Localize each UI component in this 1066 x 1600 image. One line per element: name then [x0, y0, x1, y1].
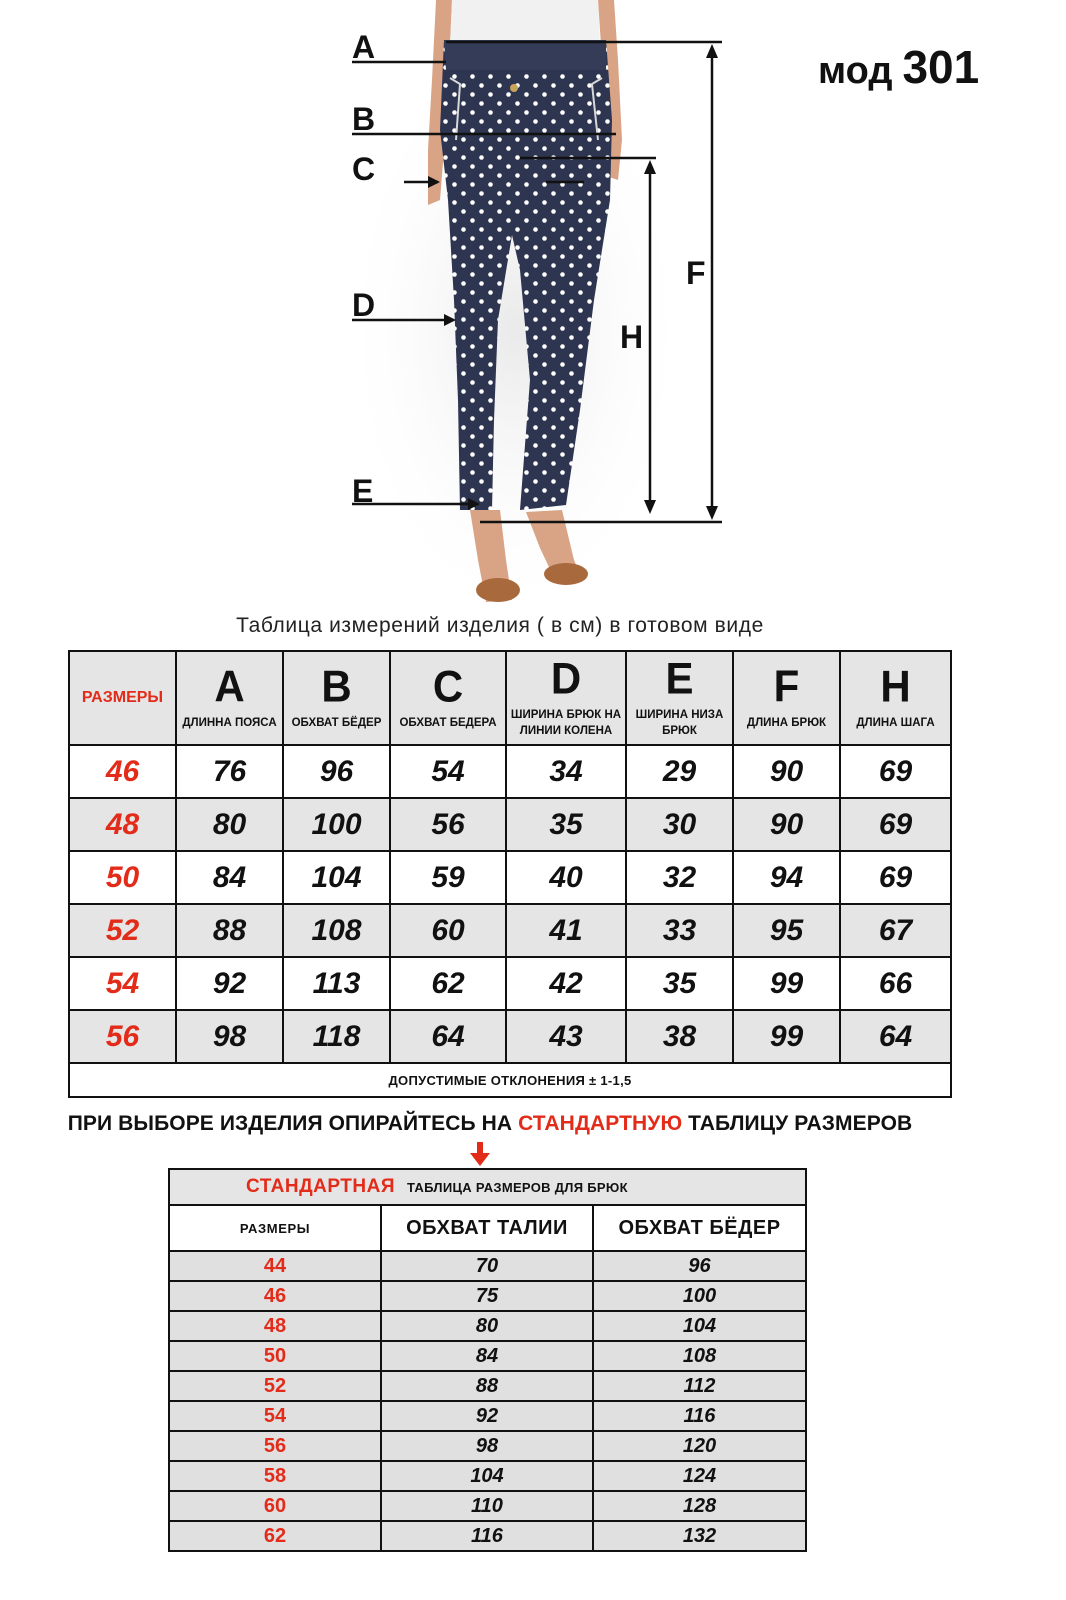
standard-size-table — [168, 1168, 807, 1552]
measure-cell-a: 84 — [176, 851, 283, 904]
column-desc-a: ДЛИННА ПОЯСА — [182, 717, 277, 729]
table-row — [169, 1341, 806, 1371]
measure-cell-a: 80 — [176, 798, 283, 851]
measure-cell-e: 32 — [626, 851, 733, 904]
waist-button — [510, 84, 518, 92]
size-cell: 50 — [69, 851, 176, 904]
standard-waist-cell: 75 — [381, 1281, 593, 1311]
measure-cell-c: 64 — [390, 1010, 506, 1063]
standard-hips-cell: 124 — [593, 1461, 806, 1491]
dim-label-h: H — [620, 319, 644, 355]
column-letter-h: H — [880, 661, 911, 712]
trousers-measurement-diagram — [0, 0, 1066, 630]
standard-hips-cell: 100 — [593, 1281, 806, 1311]
column-desc-d: ШИРИНА БРЮК НА ЛИНИИ КОЛЕНА — [510, 709, 622, 737]
table-row — [169, 1401, 806, 1431]
standard-hips-cell: 128 — [593, 1491, 806, 1521]
measure-cell-c: 54 — [390, 745, 506, 798]
column-letter-e: E — [665, 653, 694, 704]
column-desc-e: ШИРИНА НИЗА БРЮК — [635, 709, 724, 737]
measure-cell-c: 62 — [390, 957, 506, 1010]
standard-waist-cell: 80 — [381, 1311, 593, 1341]
measure-cell-b: 100 — [283, 798, 390, 851]
dim-label-b: B — [352, 101, 376, 137]
dim-label-a: A — [352, 29, 376, 65]
table-row — [169, 1371, 806, 1401]
standard-size-cell: 62 — [169, 1521, 381, 1551]
measure-cell-b: 104 — [283, 851, 390, 904]
table-row — [169, 1431, 806, 1461]
measure-cell-f: 99 — [733, 957, 840, 1010]
standard-title-rest: ТАБЛИЦА РАЗМЕРОВ ДЛЯ БРЮК — [406, 1180, 628, 1195]
size-cell: 54 — [69, 957, 176, 1010]
dim-label-c: C — [352, 151, 376, 187]
measure-cell-d: 43 — [506, 1010, 626, 1063]
measure-cell-e: 30 — [626, 798, 733, 851]
standard-waist-cell: 70 — [381, 1251, 593, 1281]
waistband — [444, 40, 606, 70]
measure-cell-f: 90 — [733, 745, 840, 798]
measure-cell-e: 38 — [626, 1010, 733, 1063]
size-cell: 56 — [69, 1010, 176, 1063]
dim-arrow-f-top — [706, 44, 718, 58]
advice-text-start: ПРИ ВЫБОРЕ ИЗДЕЛИЯ ОПИРАЙТЕСЬ НА — [67, 1112, 519, 1135]
table-row — [69, 957, 951, 1010]
standard-waist-cell: 116 — [381, 1521, 593, 1551]
tolerance-note: ДОПУСТИМЫЕ ОТКЛОНЕНИЯ ± 1-1,5 — [69, 1063, 951, 1097]
dim-label-e: E — [352, 473, 374, 509]
column-desc-h: ДЛИНА ШАГА — [856, 717, 935, 729]
standard-waist-cell: 110 — [381, 1491, 593, 1521]
measure-cell-h: 69 — [840, 798, 951, 851]
shirt — [450, 0, 600, 45]
advice-text-end: ТАБЛИЦУ РАЗМЕРОВ — [682, 1112, 913, 1135]
measure-cell-e: 33 — [626, 904, 733, 957]
dim-arrow-f-bottom — [706, 506, 718, 520]
column-letter-c: C — [432, 661, 464, 712]
table-row — [169, 1491, 806, 1521]
measure-cell-e: 35 — [626, 957, 733, 1010]
standard-hips-cell: 108 — [593, 1341, 806, 1371]
measure-cell-c: 59 — [390, 851, 506, 904]
standard-col-waist: ОБХВАТ ТАЛИИ — [381, 1205, 593, 1251]
measure-cell-b: 113 — [283, 957, 390, 1010]
model-prefix: мод — [818, 50, 893, 92]
standard-hips-cell: 96 — [593, 1251, 806, 1281]
measurement-table — [68, 650, 952, 1098]
dim-label-f: F — [686, 255, 706, 291]
size-cell: 48 — [69, 798, 176, 851]
measurement-table-caption: Таблица измерений изделия ( в см) в готовом виде — [236, 614, 764, 637]
table-row — [169, 1521, 806, 1551]
size-column-header: РАЗМЕРЫ — [69, 651, 176, 745]
column-letter-a: A — [214, 661, 245, 712]
measurement-header-row — [69, 651, 951, 745]
standard-table-title-row — [169, 1169, 806, 1205]
measure-cell-h: 66 — [840, 957, 951, 1010]
standard-size-cell: 52 — [169, 1371, 381, 1401]
standard-size-cell: 46 — [169, 1281, 381, 1311]
measure-cell-f: 99 — [733, 1010, 840, 1063]
measure-cell-h: 67 — [840, 904, 951, 957]
column-desc-c: ОБХВАТ БЕДЕРА — [399, 717, 497, 729]
standard-size-cell: 48 — [169, 1311, 381, 1341]
measure-cell-e: 29 — [626, 745, 733, 798]
column-letter-d: D — [550, 653, 582, 704]
column-header-e — [626, 651, 733, 745]
measure-cell-a: 76 — [176, 745, 283, 798]
table-row — [169, 1251, 806, 1281]
standard-hips-cell: 112 — [593, 1371, 806, 1401]
standard-size-cell: 60 — [169, 1491, 381, 1521]
standard-size-cell: 54 — [169, 1401, 381, 1431]
column-header-b — [283, 651, 390, 745]
measure-cell-b: 118 — [283, 1010, 390, 1063]
column-header-c — [390, 651, 506, 745]
measure-cell-f: 95 — [733, 904, 840, 957]
table-row — [169, 1311, 806, 1341]
model-label — [818, 40, 979, 94]
dim-label-d: D — [352, 287, 376, 323]
table-row — [69, 745, 951, 798]
measure-cell-a: 88 — [176, 904, 283, 957]
measure-cell-c: 60 — [390, 904, 506, 957]
measure-cell-h: 69 — [840, 745, 951, 798]
standard-waist-cell: 98 — [381, 1431, 593, 1461]
measure-cell-a: 92 — [176, 957, 283, 1010]
measure-cell-b: 96 — [283, 745, 390, 798]
measure-cell-h: 64 — [840, 1010, 951, 1063]
standard-table-title — [169, 1169, 806, 1205]
column-letter-b: B — [321, 661, 352, 712]
standard-hips-cell: 116 — [593, 1401, 806, 1431]
table-row — [169, 1461, 806, 1491]
standard-waist-cell: 84 — [381, 1341, 593, 1371]
size-cell: 52 — [69, 904, 176, 957]
size-cell: 46 — [69, 745, 176, 798]
column-header-h — [840, 651, 951, 745]
table-row — [69, 798, 951, 851]
standard-waist-cell: 92 — [381, 1401, 593, 1431]
measure-cell-d: 35 — [506, 798, 626, 851]
measure-cell-h: 69 — [840, 851, 951, 904]
measure-cell-d: 40 — [506, 851, 626, 904]
table-row — [69, 1010, 951, 1063]
column-header-f — [733, 651, 840, 745]
measure-cell-a: 98 — [176, 1010, 283, 1063]
column-header-d — [506, 651, 626, 745]
standard-col-size: РАЗМЕРЫ — [169, 1205, 381, 1251]
standard-size-cell: 56 — [169, 1431, 381, 1461]
standard-header-row — [169, 1205, 806, 1251]
standard-size-cell: 58 — [169, 1461, 381, 1491]
measure-cell-d: 34 — [506, 745, 626, 798]
standard-title-accent: СТАНДАРТНАЯ — [246, 1176, 395, 1197]
measure-cell-c: 56 — [390, 798, 506, 851]
standard-hips-cell: 132 — [593, 1521, 806, 1551]
standard-waist-cell: 88 — [381, 1371, 593, 1401]
size-advice — [0, 1112, 980, 1136]
standard-col-hips: ОБХВАТ БЁДЕР — [593, 1205, 806, 1251]
column-desc-b: ОБХВАТ БЁДЕР — [291, 717, 382, 729]
standard-hips-cell: 120 — [593, 1431, 806, 1461]
column-header-a — [176, 651, 283, 745]
standard-waist-cell: 104 — [381, 1461, 593, 1491]
table-row — [169, 1281, 806, 1311]
measure-cell-f: 90 — [733, 798, 840, 851]
table-row — [69, 851, 951, 904]
table-row — [69, 904, 951, 957]
standard-size-cell: 44 — [169, 1251, 381, 1281]
column-letter-f: F — [773, 661, 800, 712]
model-number: 301 — [902, 41, 980, 93]
arrow-down-icon — [470, 1142, 490, 1166]
advice-text-accent: СТАНДАРТНУЮ — [518, 1112, 683, 1135]
standard-size-cell: 50 — [169, 1341, 381, 1371]
left-sandal — [476, 578, 520, 602]
measure-cell-b: 108 — [283, 904, 390, 957]
measure-cell-f: 94 — [733, 851, 840, 904]
standard-hips-cell: 104 — [593, 1311, 806, 1341]
tolerance-row — [69, 1063, 951, 1097]
measure-cell-d: 42 — [506, 957, 626, 1010]
measure-cell-d: 41 — [506, 904, 626, 957]
column-desc-f: ДЛИНА БРЮК — [746, 717, 827, 729]
right-sandal — [544, 563, 588, 585]
